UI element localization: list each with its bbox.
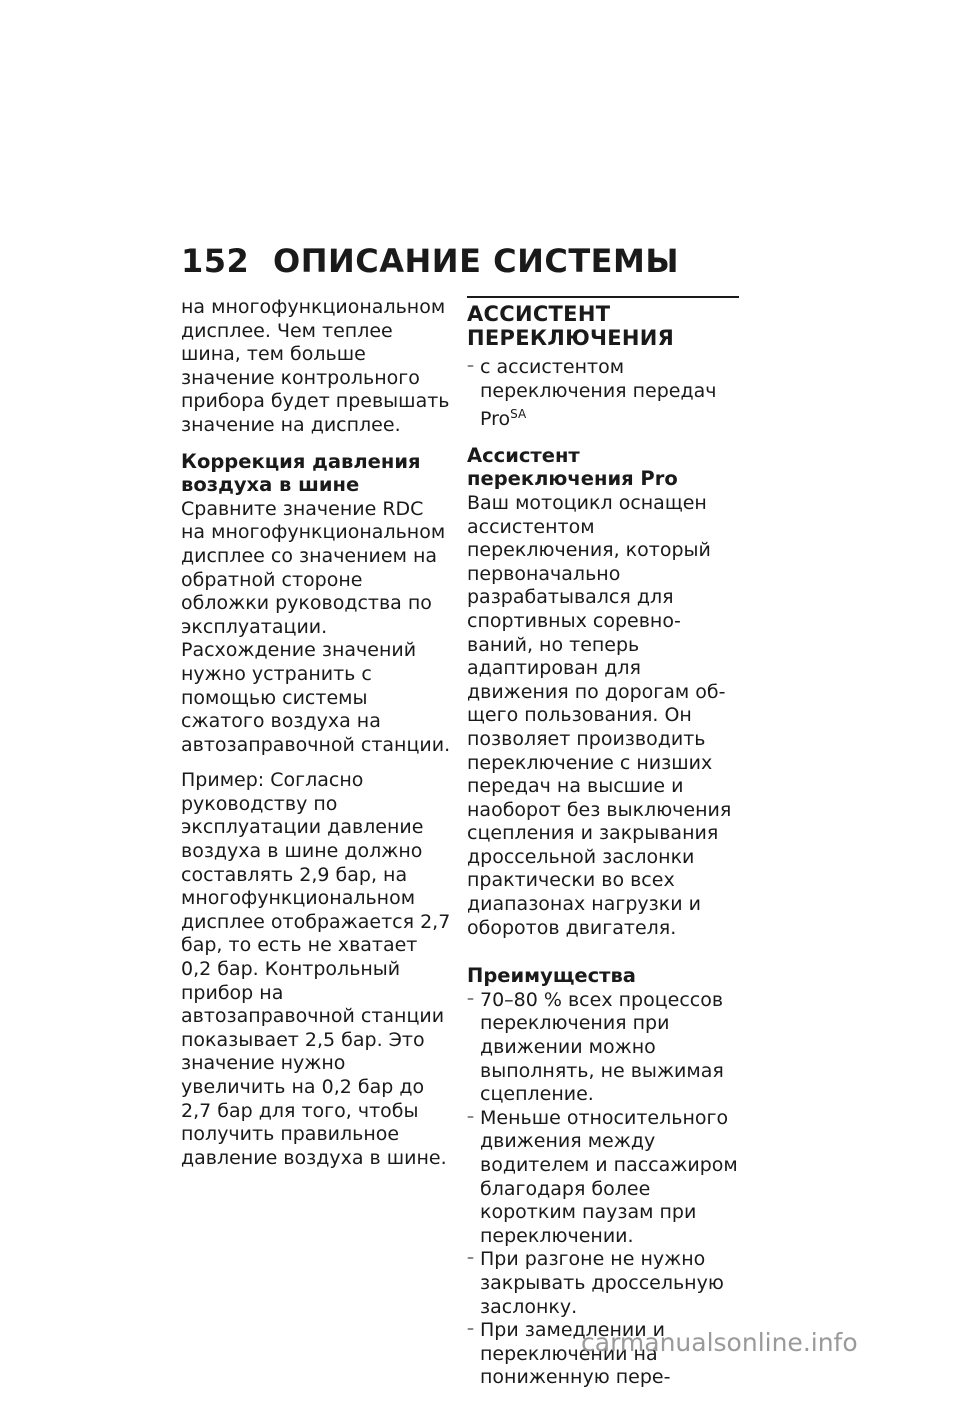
equipment-list [467,356,739,432]
page-header [181,242,679,280]
equipment-item-text: с ассистентом переключения передач Pro [480,356,717,431]
list-item: – При замедлении и переключении на пониженную пере- [467,1319,739,1390]
rdc-compare-paragraph: Сравните значение RDC на многофункциональном дисплее со значением на обратной стороне обложки руководства по эксплуатации. Расхождение значений нужно устранить с помощью системы сжатого воздуха на автозаправочной станции. [181,497,451,756]
equipment-item [467,356,739,432]
intro-paragraph: на многофункциональном дисплее. Чем теплее шина, тем больше значение контрольного прибора будет превышать значение на дисплее. [181,296,450,436]
list-item: – При разгоне не нужно закрывать дроссельную заслонку. [467,1248,739,1319]
tire-pressure-correction-heading: Коррекция давления воздуха в шине [181,449,421,497]
list-item: – 70–80 % всех процессов переключения при движении можно выполнять, не выжимая сцепление. [467,989,739,1107]
right-column [467,296,739,1402]
shift-assistant-heading: Ассистент переключения Pro [467,443,678,491]
page-number: 152 [181,242,250,280]
shift-assistant-paragraph: Ваш мотоцикл оснащен ассистентом переключения, который первоначально разрабатывался для спортивных соревнований, но теперь адаптирован для движения по дорогам общего пользования. Он позволяет производить переключение с низших передач на высшие и наоборот без выключения сцепления и закрывания дроссельной заслонки практически во всех диапазонах нагрузки и оборотов двигателя. [467,491,732,939]
special-equipment-marker: SA [510,407,527,422]
page-title: ОПИСАНИЕ СИСТЕМЫ [273,242,680,280]
section-title: АССИСТЕНТ ПЕРЕКЛЮЧЕНИЯ [467,302,675,350]
watermark: carmanualsonline.info [581,1328,858,1357]
advantages-heading: Преимущества [467,964,636,988]
list-item: – Меньше относительного движения между водителем и пассажиром благодаря более коротким паузам при переключении. [467,1107,739,1249]
left-column [181,296,453,1182]
example-paragraph: Пример: Согласно руководству по эксплуатации давление воздуха в шине должно составлять 2,9 бар, на многофункциональном дисплее отображается 2,7 бар, то есть не хватает 0,2 бар. Контрольный прибор на автозаправочной станции показывает 2,5 бар. Это значение нужно увеличить на 0,2 бар до 2,7 бар для того, чтобы получить правильное давление воздуха в шине. [181,769,451,1169]
